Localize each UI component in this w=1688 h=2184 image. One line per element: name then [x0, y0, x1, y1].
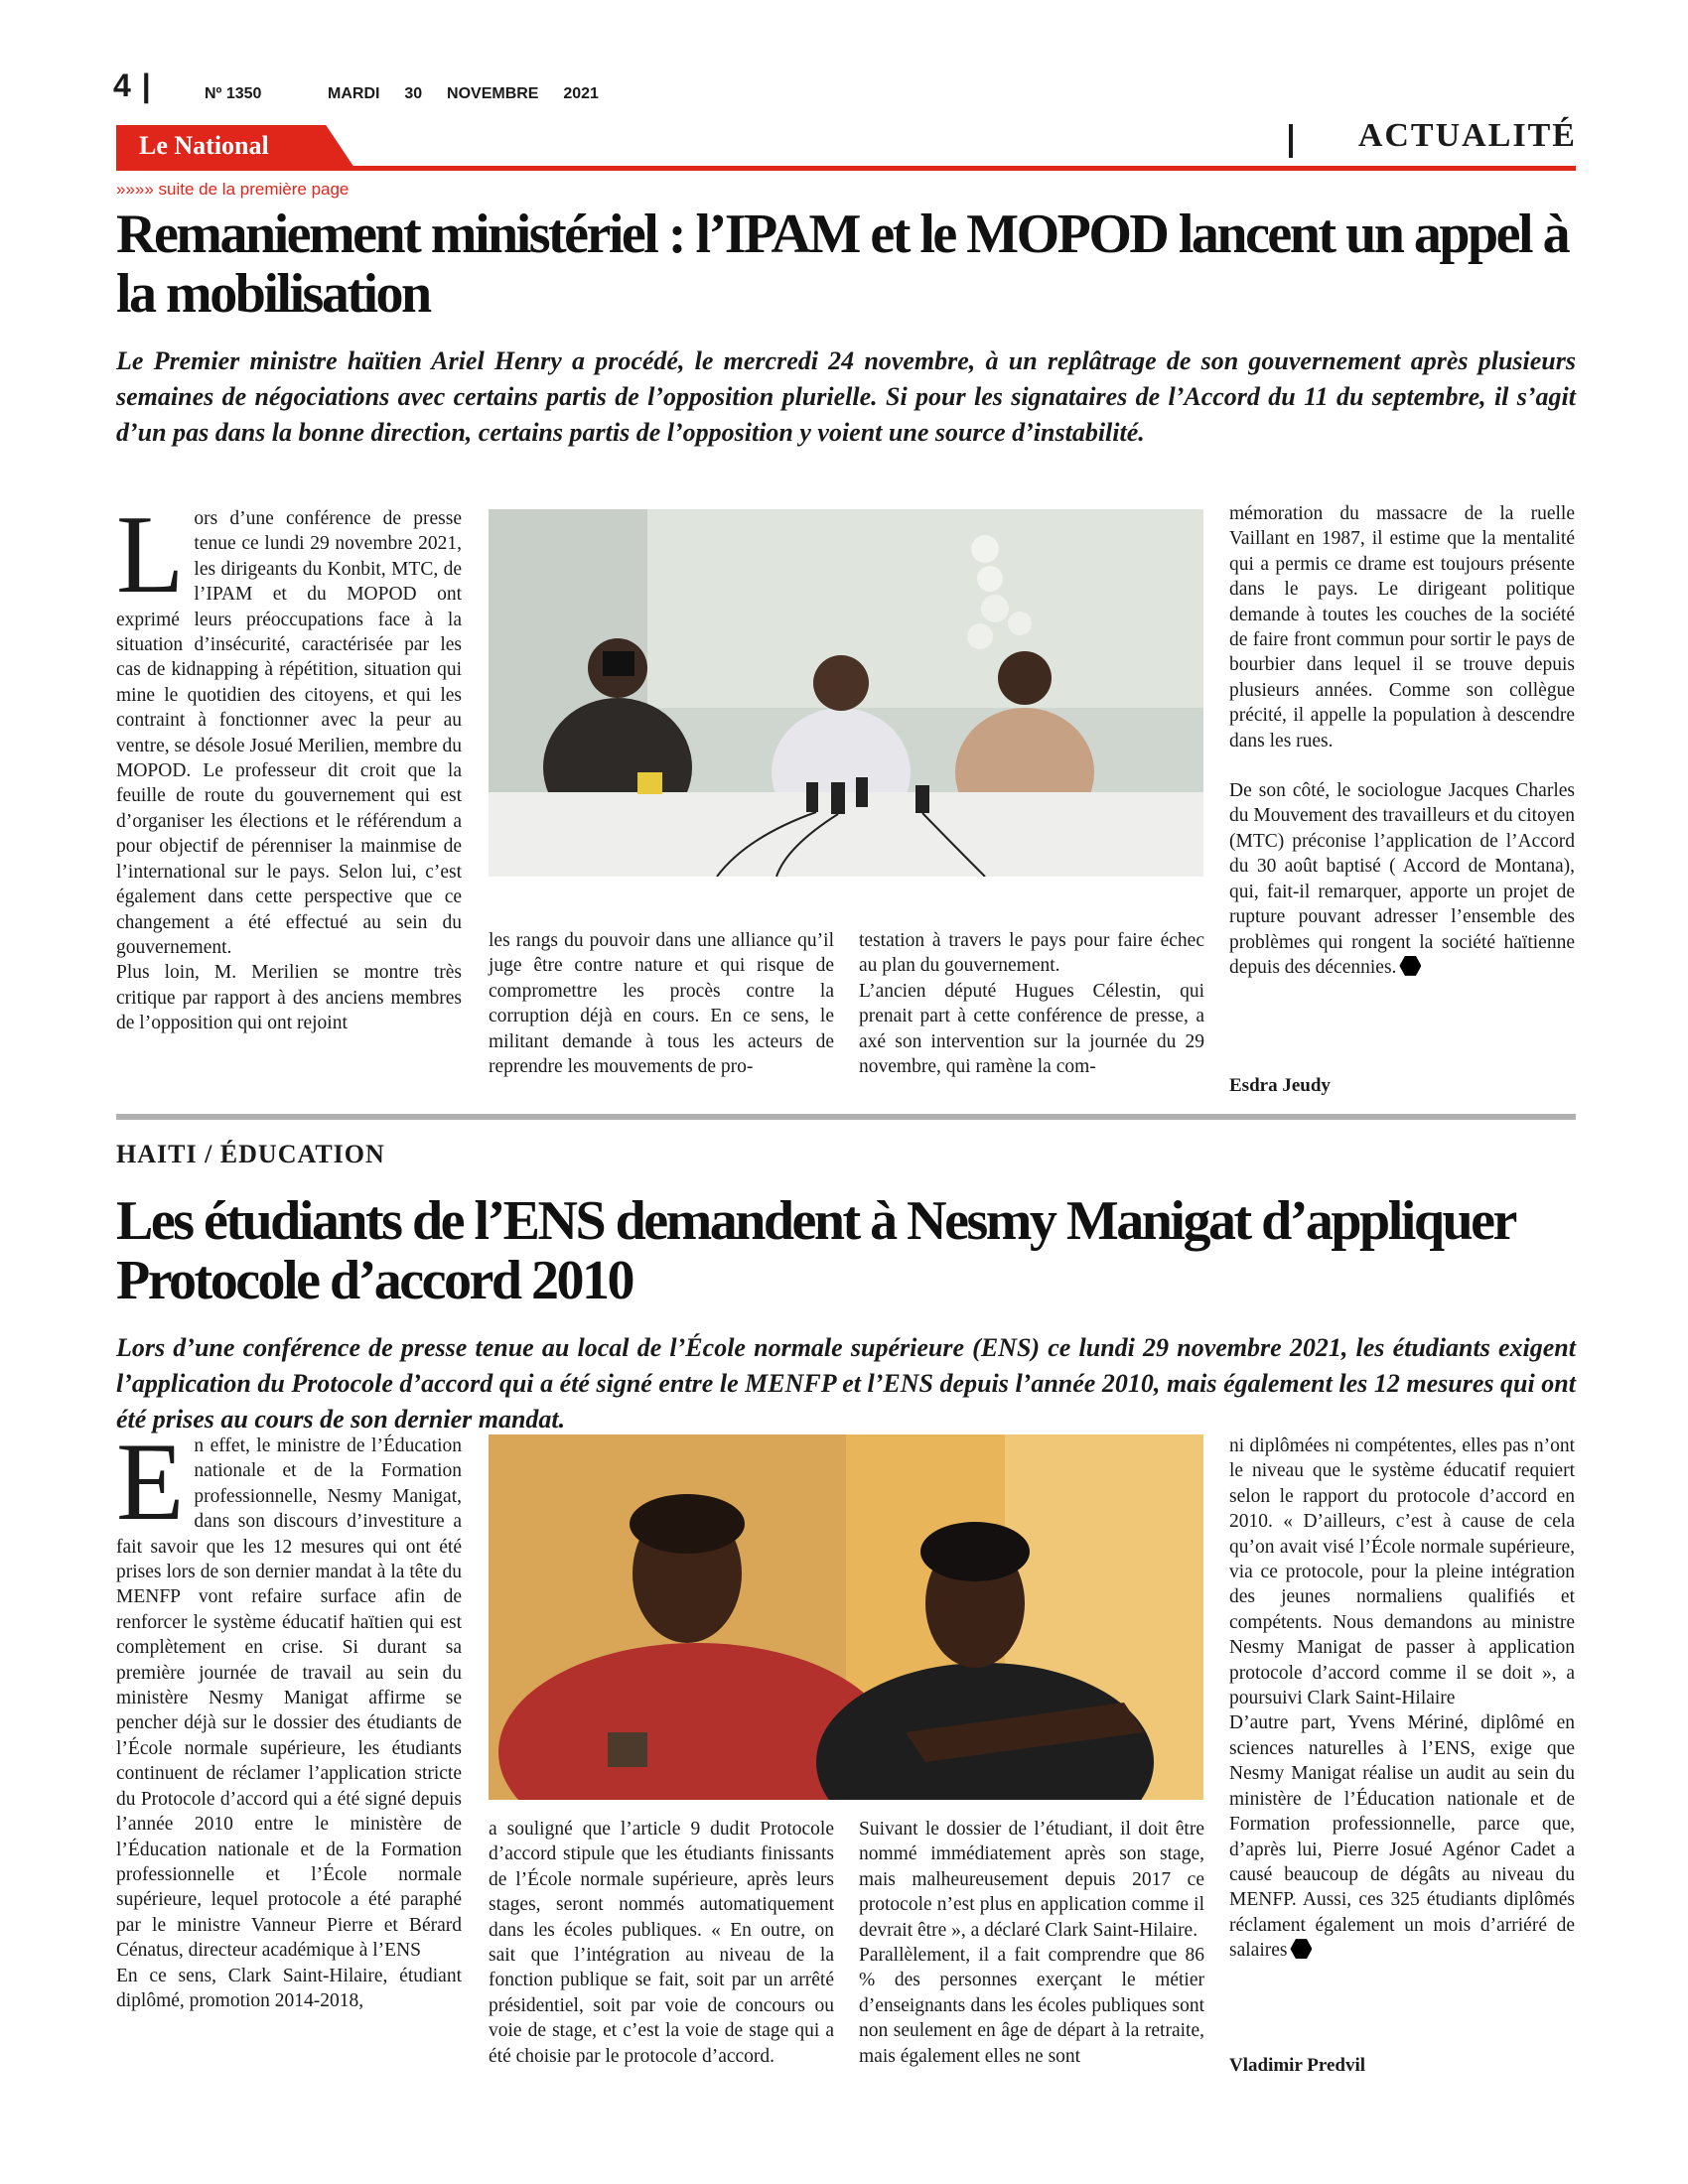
article2-col4b-text: D’autre part, Yvens Mériné, diplômé en sciences naturelles à l’ENS, exige que Nesmy Manigat réalise un audit au sein du ministère de l’Éducation nationale et de Formation professionnelle, parce que, d’après lui, Pierre Josué Agénor Cadet a causé beaucoup de dégâts au niveau du MENFP. Aussi, ces 325 étudiants diplômés réclament également un mois d’arriéré de salaires	[1229, 1712, 1575, 1962]
article2-col1b-text: En ce sens, Clark Saint-Hilaire, étudiant diplômé, promotion 2014-2018,	[116, 1965, 462, 2011]
article1-author: Esdra Jeudy	[1229, 1075, 1331, 1096]
issue-date: MARDI 30 NOVEMBRE 2021	[328, 85, 599, 102]
article2-title: Les étudiants de l’ENS demandent à Nesmy Manigat d’appliquer Protocole d’accord 2010	[116, 1190, 1514, 1311]
article1-col2	[489, 928, 834, 1079]
article2-col1-text: n effet, le ministre de l’Éducation nationale et de la Formation professionnelle, Nesmy Manigat, dans son discours d’investiture a fait savoir que les 12 mesures qui ont été prises lors de son dernier mandat à la tête du MENFP vont refaire surface afin de renforcer le système éducatif haïtien qui est complètement en crise. Si durant sa première journée de travail au sein du ministère Nesmy Manigat affirme se pencher déjà sur le dossier des étudiants de l’École normale supérieure, les étudiants continuent de réclamer l’application stricte du Protocole d’accord qui a été signé depuis l’année 2010 entre le ministère de l’Éducation nationale et de la Formation professionnelle et l’École normale supérieure, lequel protocole a été paraphé par le ministre Vanneur Pierre et Bérard Cénatus, directeur académique à l’ENS	[116, 1435, 462, 1962]
article1-col4b-text: De son côté, le sociologue Jacques Charles du Mouvement des travailleurs et du citoyen (MTC) préconise l’application de l’Accord du 30 août baptisé ( Accord de Montana), qui, fait-il remarquer, apporte un projet de rupture pouvant adresser l’ensemble des problèmes qui rongent la société haïtienne depuis des décennies.	[1229, 780, 1575, 978]
continued-note: »»»» suite de la première page	[116, 180, 350, 199]
section-label: ACTUALITÉ	[1357, 117, 1577, 154]
page-number: 4 |	[113, 68, 152, 103]
article2-author: Vladimir Predvil	[1229, 2055, 1366, 2076]
article1-col1b-text: Plus loin, M. Merilien se montre très critique par rapport à des anciens membres de l’opposition qui ont rejoint	[116, 962, 462, 1034]
article1-col3-text: testation à travers le pays pour faire échec au plan du gouvernement.	[859, 930, 1204, 977]
article2-col2-text: a souligné que l’article 9 dudit Protocole d’accord stipule que les étudiants finissants de l’École normale supérieure, après leurs stages, seront nommés automatiquement dans les écoles publiques. « En outre, on sait que l’intégration au niveau de la fonction publique se fait, soit par un arrêté présidentiel, soit par voie de concours ou voie de stage, et c’est la voie de stage qui a été choisie par le protocole d’accord.	[489, 1819, 834, 2067]
header-rule	[116, 166, 1576, 171]
end-mark-icon	[1399, 956, 1421, 976]
article1-col3b-text: L’ancien député Hugues Célestin, qui prenait part à cette conférence de presse, a axé son intervention sur la journée du 29 novembre, qui ramène la com-	[859, 980, 1204, 1078]
article2-col3b-text: Parallèlement, il a fait comprendre que 86 % des personnes exerçant le métier d’enseignants dans les écoles publiques sont non seulement en âge de départ à la retraite, mais également elles ne sont	[859, 1945, 1204, 2067]
article1-lede: Le Premier ministre haïtien Ariel Henry a procédé, le mercredi 24 novembre, à un replâtrage de son gouvernement après plusieurs semaines de négociations avec certains partis de l’opposition plurielle. Si pour les signataires de l’Accord du 11 du septembre, il s’agit d’un pas dans la bonne direction, certains partis de l’opposition y voient une source d’instabilité.	[116, 346, 1576, 447]
article2-col2	[489, 1817, 834, 2069]
end-mark-icon	[1290, 1939, 1312, 1959]
article1-col4-text: mémoration du massacre de la ruelle Vaillant en 1987, il estime que la mentalité qui a permis ce drame est toujours présente dans le pays. Le dirigeant politique demande à toutes les couches de la société de faire front commun pour sortir le pays de bourbier dans lequel il se trouve depuis plusieurs années. Comme son collègue précité, il appelle la population à descendre dans les rues.	[1229, 503, 1575, 751]
article1-col3	[859, 928, 1204, 1079]
article1-col1	[116, 493, 462, 1036]
article1-col1-text: ors d’une conférence de presse tenue ce lundi 29 novembre 2021, les dirigeants du Konbit, MTC, de l’IPAM et du MOPOD ont exprimé leurs préoccupations face à la situation d’insécurité, caractérisée par les cas de kidnapping à répétition, situation qui mine le quotidien des citoyens, et qui les contraint à fonctionner avec la peur au ventre, se désole Josué Merilien, membre du MOPOD. Le professeur dit croit que la feuille de route du gouvernement qui est d’organiser les élections et le référendum a pour objectif de pérenniser la mainmise de l’international sur le pays. Selon lui, c’est également dans cette perspective que ce changement a été effectué au sein du gouvernement.	[116, 508, 462, 958]
issue-number: Nº 1350	[205, 85, 262, 102]
article1-photo	[489, 509, 1203, 877]
article1-title: Remaniement ministériel : l’IPAM et le MOPOD lancent un appel à la mobilisation	[116, 204, 1569, 325]
article2-lede: Lors d’une conférence de presse tenue au local de l’École normale supérieure (ENS) ce lundi 29 novembre 2021, les étudiants exigent l’application du Protocole d’accord qui a été signé entre le MENFP et l’ENS depuis l’année 2010, mais également les 12 mesures qui ont été prises au cours de son dernier mandat.	[116, 1333, 1576, 1433]
article1-dropcap: L	[116, 493, 185, 616]
section-separator	[1289, 124, 1293, 158]
article2-col1	[116, 1421, 462, 2013]
article2-col3-text: Suivant le dossier de l’étudiant, il doit être nommé immédiatement après son stage, mais malheureusement depuis 2017 ce protocole n’est plus en application comme il devrait être », a déclaré Clark Saint-Hilaire.	[859, 1819, 1204, 1941]
article2-kicker: HAITI / ÉDUCATION	[116, 1140, 385, 1168]
article2-col4-text: ni diplômées ni compétentes, elles pas n’ont le niveau que le système éducatif requiert selon le rapport du protocole d’accord en 2010. « D’ailleurs, c’est à cause de cela qu’on avait visé l’École normale supérieure, via ce protocole, pour la pleine intégration des jeunes normaliens qualifiés et compétents. Nous demandons au ministre Nesmy Manigat de passer à application protocole d’accord comme il se doit », a poursuivi Clark Saint-Hilaire	[1229, 1435, 1575, 1709]
article2-dropcap: E	[116, 1421, 185, 1544]
brand-name: Le National	[139, 131, 269, 160]
article1-col4	[1229, 501, 1575, 980]
article2-col3	[859, 1817, 1204, 2069]
article2-col4	[1229, 1433, 1575, 1964]
article2-photo	[489, 1434, 1203, 1800]
section-divider	[116, 1114, 1576, 1120]
article1-col2-text: les rangs du pouvoir dans une alliance qu’il juge être contre nature et qui risque de compromettre les procès contre la corruption déjà en cours. En ce sens, le militant demande à tous les acteurs de reprendre les mouvements de pro-	[489, 930, 834, 1078]
